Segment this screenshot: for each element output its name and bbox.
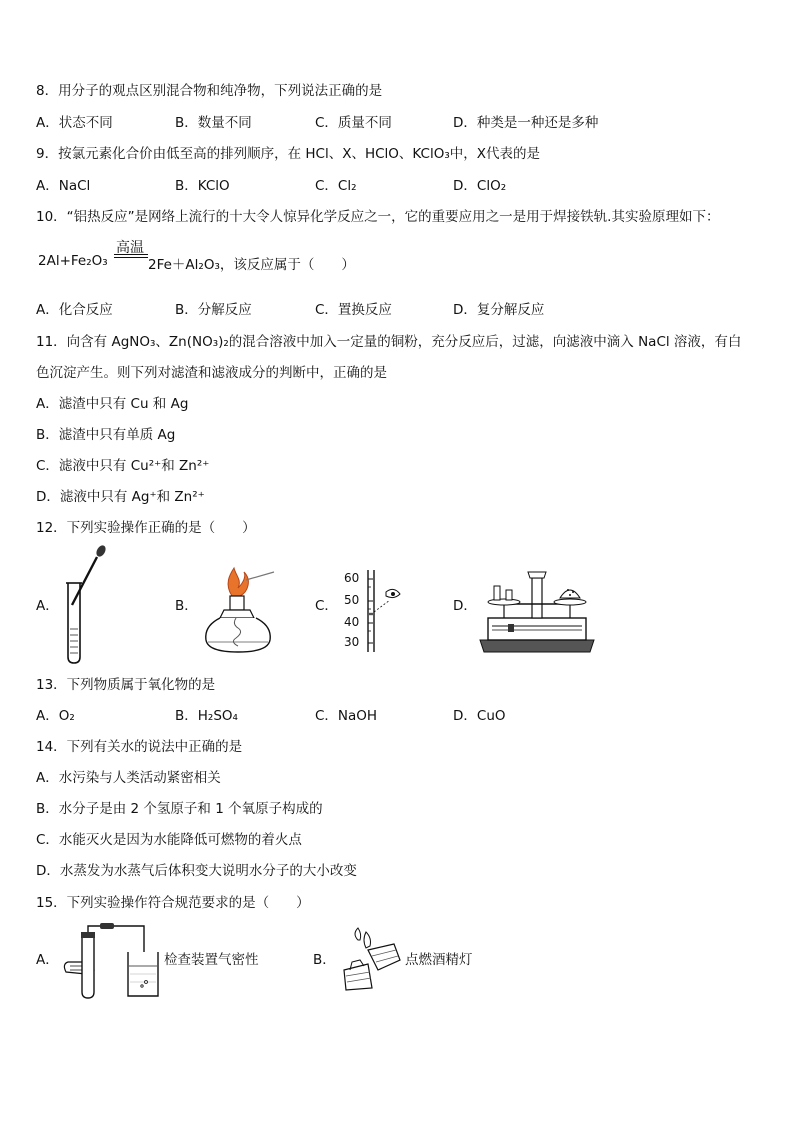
q14-option-a: A．水污染与人类活动紧密相关 [36, 770, 221, 786]
dropper-test-tube-figure [60, 545, 116, 667]
q13-option-d: D．CuO [453, 708, 506, 724]
equation-arrow-line-bottom [114, 257, 148, 258]
question-15-stem: 15．下列实验操作符合规范要求的是（ ） [36, 895, 310, 911]
equation-reactants: 2Al+Fe₂O₃ [38, 253, 108, 269]
q10-option-c: C．置换反应 [315, 302, 392, 318]
equation-condition: 高温 [116, 240, 144, 256]
q14-option-b: B．水分子是由 2 个氢原子和 1 个氧原子构成的 [36, 801, 323, 817]
q13-option-a: A．O₂ [36, 708, 75, 724]
q8-option-b: B．数量不同 [175, 115, 252, 131]
equation-products: 2Fe＋Al₂O₃，该反应属于（ ） [148, 257, 355, 273]
airtightness-check-figure [60, 922, 164, 1000]
q8-option-c: C．质量不同 [315, 115, 392, 131]
question-14-stem: 14．下列有关水的说法中正确的是 [36, 739, 243, 755]
q12-label-b: B． [175, 598, 198, 614]
cylinder-tick-40: 40 [344, 615, 360, 629]
equation-arrow-line-top [114, 254, 148, 255]
q14-option-d: D．水蒸发为水蒸气后体积变大说明水分子的大小改变 [36, 863, 357, 879]
cylinder-tick-50: 50 [344, 593, 360, 607]
q14-option-c: C．水能灭火是因为水能降低可燃物的着火点 [36, 832, 302, 848]
q10-option-a: A．化合反应 [36, 302, 113, 318]
q12-label-d: D． [453, 598, 477, 614]
q12-label-c: C． [315, 598, 338, 614]
q12-label-a: A． [36, 598, 59, 614]
q13-option-c: C．NaOH [315, 708, 378, 724]
q11-option-a: A．滤渣中只有 Cu 和 Ag [36, 396, 189, 412]
question-13-stem: 13．下列物质属于氧化物的是 [36, 677, 216, 693]
q10-option-d: D．复分解反应 [453, 302, 545, 318]
question-8-stem: 8．用分子的观点区别混合物和纯净物，下列说法正确的是 [36, 83, 383, 99]
q8-option-a: A．状态不同 [36, 115, 113, 131]
q9-option-b: B．KClO [175, 178, 230, 194]
question-11-stem-line2: 色沉淀产生。则下列对滤渣和滤液成分的判断中，正确的是 [36, 365, 387, 381]
q9-option-a: A．NaCl [36, 178, 91, 194]
question-11-stem-line1: 11．向含有 AgNO₃、Zn(NO₃)₂的混合溶液中加入一定量的铜粉，充分反应后，过滤，向滤液中滴入 NaCl 溶液，有白 [36, 334, 742, 350]
cylinder-tick-60: 60 [344, 571, 360, 585]
lamp-to-lamp-lighting-figure [338, 926, 404, 992]
q15-caption-b: 点燃酒精灯 [405, 952, 473, 968]
q11-option-c: C．滤液中只有 Cu²⁺和 Zn²⁺ [36, 458, 210, 474]
q10-option-b: B．分解反应 [175, 302, 252, 318]
q11-option-b: B．滤渣中只有单质 Ag [36, 427, 176, 443]
graduated-cylinder-figure [340, 568, 406, 654]
q15-caption-a: 检查装置气密性 [164, 952, 259, 968]
question-10-stem: 10．“铝热反应”是网络上流行的十大令人惊异化学反应之一，它的重要应用之一是用于焊接铁轨.其实验原理如下： [36, 209, 720, 225]
question-9-stem: 9．按氯元素化合价由低至高的排列顺序，在 HCl、X、HClO、KClO₃中，X代表的是 [36, 146, 540, 162]
cylinder-tick-30: 30 [344, 635, 360, 649]
q9-option-c: C．Cl₂ [315, 178, 357, 194]
question-12-stem: 12．下列实验操作正确的是（ ） [36, 520, 256, 536]
q13-option-b: B．H₂SO₄ [175, 708, 238, 724]
alcohol-lamp-figure [198, 566, 278, 658]
q15-label-a: A． [36, 952, 59, 968]
balance-scale-figure [478, 568, 596, 654]
q9-option-d: D．ClO₂ [453, 178, 507, 194]
q11-option-d: D．滤液中只有 Ag⁺和 Zn²⁺ [36, 489, 205, 505]
q15-label-b: B． [313, 952, 336, 968]
q8-option-d: D．种类是一种还是多种 [453, 115, 599, 131]
